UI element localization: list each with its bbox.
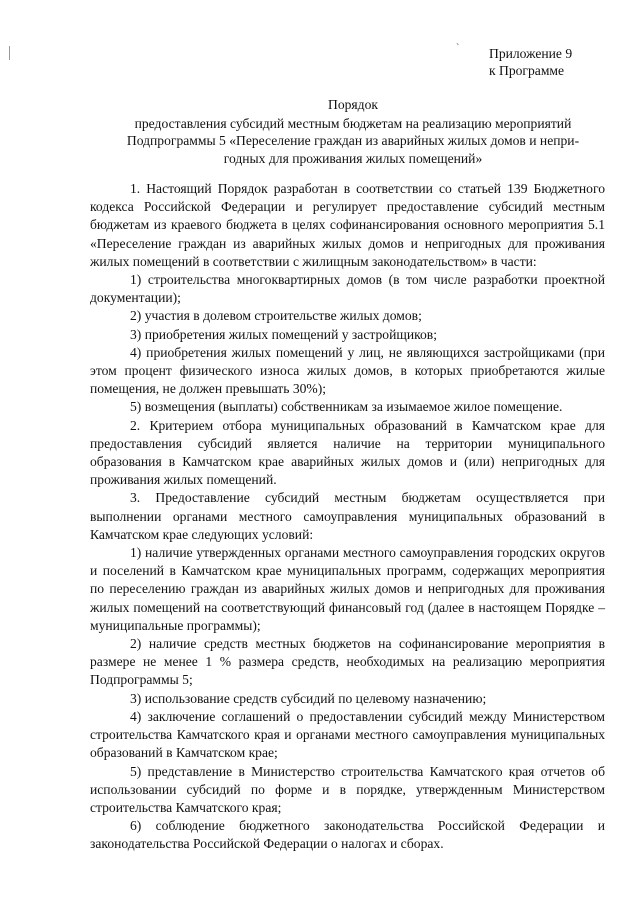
paragraph-1-item-5: 5) возмещения (выплаты) собственникам за изымаемое жилое помещение.: [130, 399, 563, 415]
appendix-reference: [489, 45, 572, 79]
paragraph-3-item-3: 3) использование средств субсидий по целевому назначению;: [130, 690, 487, 706]
title-line-1: предоставления субсидий местным бюджетам на реализацию мероприятий: [134, 115, 572, 131]
paragraph-3-item-4: 4) заключение соглашений о предоставлении субсидий между Министерством строительства Камчатского края и органами местного самоуправления муниципальных образований в Камчатском крае;: [90, 708, 605, 761]
paragraph-3-item-5: 5) представление в Министерство строительства Камчатского края отчетов об использовании субсидий по форме и в порядке, утвержденным Министерством строительства Камчатского края;: [90, 763, 605, 815]
document-body: [90, 180, 605, 854]
appendix-program: к Программе: [489, 63, 565, 78]
paragraph-1-item-3: 3) приобретения жилых помещений у застройщиков;: [130, 326, 437, 342]
paragraph-3-item-6: 6) соблюдение бюджетного законодательства Российской Федерации и законодательства Российской Федерации о налогах и сборах.: [90, 818, 605, 852]
scan-speck: ˋ: [456, 43, 460, 54]
paragraph-1-item-2: 2) участия в долевом строительстве жилых домов;: [130, 308, 422, 324]
paragraph-3-item-2: 2) наличие средств местных бюджетов на софинансирование мероприятия в размере не менее 1 % размера средств, необходимых на реализацию мероприятия Подпрограммы 5;: [90, 636, 605, 688]
paragraph-3: 3. Предоставление субсидий местным бюджетам осуществляется при выполнении органами местного самоуправления муниципальных образований в Камчатском крае следующих условий:: [90, 490, 605, 542]
scan-edge-mark: [9, 46, 13, 60]
title-line-2: Подпрограммы 5 «Переселение граждан из аварийных жилых домов и непри-: [126, 133, 580, 148]
paragraph-3-item-1: 1) наличие утвержденных органами местного самоуправления городских округов и поселений в Камчатском крае муниципальных программ, содержащих мероприятия по переселению граждан из аварийных жилых домов и непригодных для проживания жилых помещений на соответствующий финансовый год (далее в настоящем Порядке – муниципальные программы);: [90, 545, 605, 633]
paragraph-2: 2. Критерием отбора муниципальных образований в Камчатском крае для предоставления субсидий является наличие на территории муниципального образования в Камчатском крае аварийных жилых домов и (или) непригодных для проживания жилых помещений.: [90, 417, 605, 488]
title-line-3: годных для проживания жилых помещений»: [223, 150, 483, 166]
document-title: [90, 96, 616, 167]
appendix-number: Приложение 9: [489, 46, 573, 61]
paragraph-1: 1. Настоящий Порядок разработан в соответствии со статьей 139 Бюджетного кодекса Российской Федерации и регулирует предоставление субсидий местным бюджетам из краевого бюджета в целях софинансирования основного мероприятия 5.1 «Переселение граждан из аварийных жилых домов и непригодных для проживания жилых помещений в соответствии с жилищным законодательством» в части:: [90, 181, 605, 269]
title-heading: Порядок: [328, 97, 378, 112]
paragraph-1-item-4: 4) приобретения жилых помещений у лиц, не являющихся застройщиками (при этом процент физического износа жилых домов, в которых приобретаются жилые помещения, не должен превышать 30%);: [90, 344, 605, 397]
paragraph-1-item-1: 1) строительства многоквартирных домов (в том числе разработки проектной документации);: [90, 272, 605, 306]
